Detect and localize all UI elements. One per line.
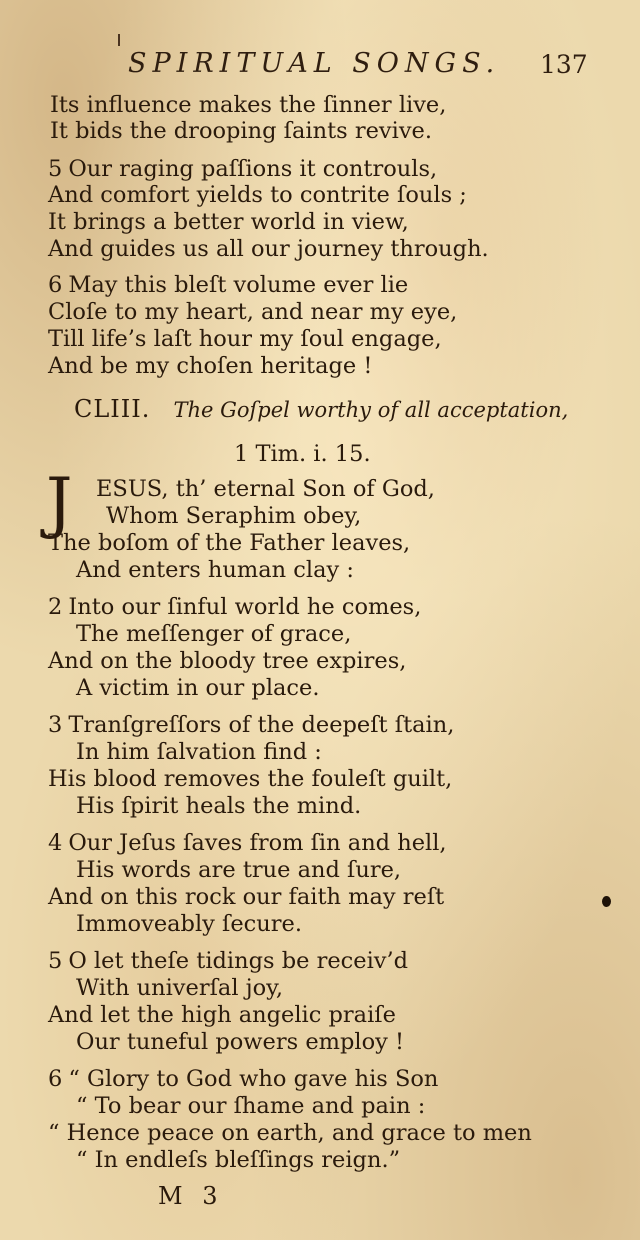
verse-line: 4 Our Jeſus ſaves from ſin and hell, <box>48 830 447 856</box>
verse-line: And be my choſen heritage ! <box>48 353 373 379</box>
verse-line: 6 “ Glory to God who gave his Son <box>48 1066 439 1092</box>
verse-line: Whom Seraphim obey, <box>106 503 362 529</box>
page-number: 137 <box>540 50 588 79</box>
verse-number: 5 <box>48 156 63 182</box>
verse-line: “ In endleſs bleſſings reign.” <box>76 1147 401 1173</box>
verse-line: 5 O let theſe tidings be receiv’d <box>48 948 409 974</box>
signature-mark: M 3 <box>158 1182 224 1210</box>
verse-line: And on the bloody tree expires, <box>48 648 407 674</box>
verse-line: With univerſal joy, <box>76 975 284 1001</box>
verse-number: 3 <box>48 712 63 738</box>
scripture-reference: 1 Tim. i. 15. <box>234 441 371 467</box>
verse-line: Cloſe to my heart, and near my eye, <box>48 299 458 325</box>
verse-number: 6 <box>48 272 63 298</box>
verse-line: And let the high angelic praiſe <box>48 1002 396 1028</box>
hymn-title: The Goſpel worthy of all acceptation, <box>173 398 569 422</box>
verse-number: 5 <box>48 948 63 974</box>
margin-mark <box>118 34 120 46</box>
verse-line: In him ſalvation find : <box>76 739 322 765</box>
verse-line: The meſſenger of grace, <box>76 621 352 647</box>
verse-line: 6 May this bleſt volume ever lie <box>48 272 409 298</box>
verse-line: 2 Into our ſinful world he comes, <box>48 594 422 620</box>
verse-line: Our tuneful powers employ ! <box>76 1029 405 1055</box>
hymn-number: CLIII. <box>74 395 151 423</box>
running-head <box>0 48 640 88</box>
hymn-heading <box>74 395 568 423</box>
verse-line: And guides us all our journey through. <box>48 236 489 262</box>
verse-line: Its influence makes the ſinner live, <box>50 92 447 118</box>
verse-line: And comfort yields to contrite ſouls ; <box>48 182 467 208</box>
verse-line: 5 Our raging paſſions it controuls, <box>48 156 438 182</box>
verse-line: His words are true and ſure, <box>76 857 402 883</box>
verse-line: His blood removes the fouleſt guilt, <box>48 766 453 792</box>
verse-line: And on this rock our faith may reſt <box>48 884 445 910</box>
verse-line: “ To bear our ſhame and pain : <box>76 1093 426 1119</box>
verse-line: Immoveably ſecure. <box>76 911 302 937</box>
verse-number: 2 <box>48 594 63 620</box>
drop-cap: J <box>46 464 73 541</box>
verse-line: “ Hence peace on earth, and grace to men <box>48 1120 532 1146</box>
verse-line: His ſpirit heals the mind. <box>76 793 362 819</box>
verse-line: ESUS, th’ eternal Son of God, <box>96 476 435 502</box>
verse-line: 3 Tranſgreſſors of the deepeſt ſtain, <box>48 712 455 738</box>
verse-number: 4 <box>48 830 63 856</box>
ink-spot <box>602 896 611 907</box>
verse-line: And enters human clay : <box>76 557 354 583</box>
verse-line: Till life’s laſt hour my ſoul engage, <box>48 326 442 352</box>
verse-line: The boſom of the Father leaves, <box>48 530 411 556</box>
verse-line: It brings a better world in view, <box>48 209 409 235</box>
running-title: SPIRITUAL SONGS. <box>128 48 501 79</box>
verse-line: A victim in our place. <box>76 675 320 701</box>
verse-number: 6 <box>48 1066 63 1092</box>
verse-line: It bids the drooping ſaints revive. <box>50 118 433 144</box>
